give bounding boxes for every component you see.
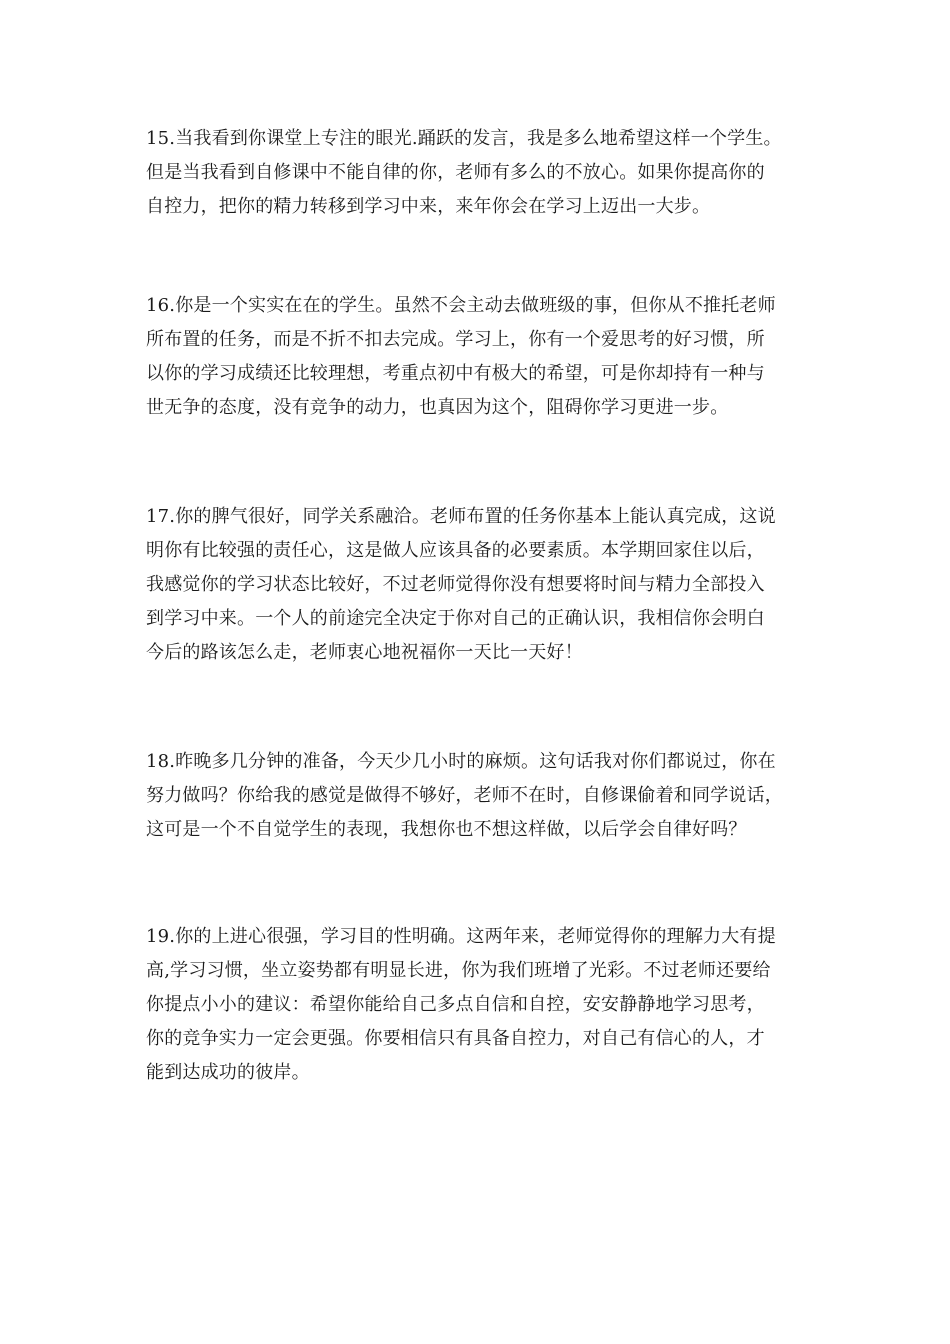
paragraph-line: 我感觉你的学习状态比较好，不过老师觉得你没有想要将时间与精力全部投入 [146,574,765,595]
paragraph-line: 19.你的上进心很强，学习目的性明确。这两年来，老师觉得你的理解力大有提 [146,926,776,947]
paragraph-line: 18.昨晚多几分钟的准备，今天少几小时的麻烦。这句话我对你们都说过，你在 [146,751,776,772]
paragraph-line: 你的竞争实力一定会更强。你要相信只有具备自控力，对自己有信心的人，才 [146,1028,765,1049]
paragraph-line: 所布置的任务，而是不折不扣去完成。学习上，你有一个爱思考的好习惯，所 [146,329,765,350]
paragraph-line: 15.当我看到你课堂上专注的眼光.踊跃的发言，我是多么地希望这样一个学生。 [146,128,782,149]
paragraph-line: 自控力，把你的精力转移到学习中来，来年你会在学习上迈出一大步。 [146,196,711,217]
paragraph-line: 今后的路该怎么走，老师衷心地祝福你一天比一天好！ [146,642,583,663]
comment-paragraph-18 [146,745,810,847]
paragraph-line: 但是当我看到自修课中不能自律的你，老师有多么的不放心。如果你提高你的 [146,162,765,183]
paragraph-line: 以你的学习成绩还比较理想，考重点初中有极大的希望，可是你却持有一种与 [146,363,765,384]
comment-paragraph-19 [146,920,810,1090]
paragraph-line: 17.你的脾气很好，同学关系融洽。老师布置的任务你基本上能认真完成，这说 [146,506,776,527]
paragraph-line: 16.你是一个实实在在的学生。虽然不会主动去做班级的事，但你从不推托老师 [146,295,776,316]
comment-paragraph-15 [146,122,810,224]
paragraph-line: 世无争的态度，没有竞争的动力，也真因为这个，阻碍你学习更进一步。 [146,397,729,418]
paragraph-line: 高,学习习惯，坐立姿势都有明显长进，你为我们班增了光彩。不过老师还要给 [146,960,771,981]
paragraph-line: 明你有比较强的责任心，这是做人应该具备的必要素质。本学期回家住以后， [146,540,765,561]
comment-paragraph-17 [146,500,810,670]
paragraph-line: 努力做吗？你给我的感觉是做得不够好，老师不在时，自修课偷着和同学说话， [146,785,783,806]
comment-paragraph-16 [146,289,810,425]
paragraph-line: 你提点小小的建议：希望你能给自己多点自信和自控，安安静静地学习思考， [146,994,765,1015]
paragraph-line: 这可是一个不自觉学生的表现，我想你也不想这样做，以后学会自律好吗？ [146,819,747,840]
paragraph-line: 能到达成功的彼岸。 [146,1062,310,1083]
paragraph-line: 到学习中来。一个人的前途完全决定于你对自己的正确认识，我相信你会明白 [146,608,765,629]
